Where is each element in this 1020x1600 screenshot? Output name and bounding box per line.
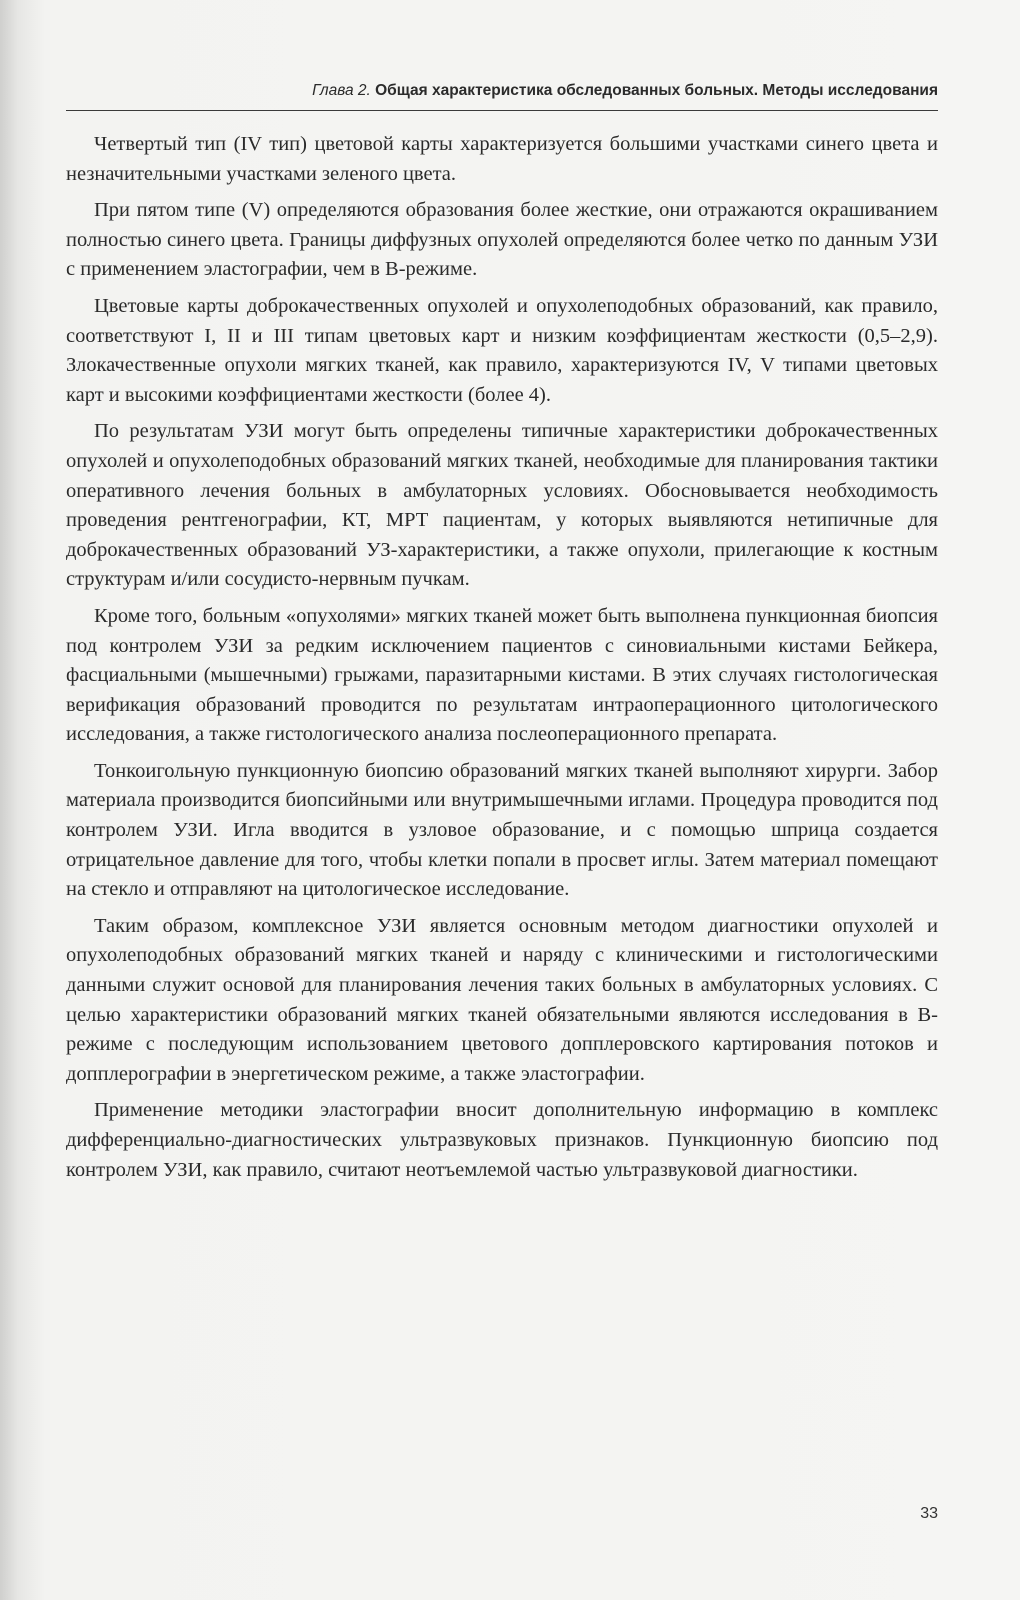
paragraph-7: Таким образом, комплексное УЗИ является основным методом диагностики опухолей и опухолеподобных образований мягких тканей и наряду с клиническими и гистологическими данными служит основой для планирования лечения таких больных в амбулаторных условиях. С целью характеристики образований мягких тканей обязательными являются исследования в В-режиме с последующим использованием цветового допплеровского картирования потоков и допплерографии в энергетическом режиме, а также эластографии. bbox=[66, 914, 938, 1085]
page-number: 33 bbox=[920, 1505, 938, 1522]
chapter-title: Общая характеристика обследованных больных. Методы исследования bbox=[375, 82, 938, 99]
paragraph-2: При пятом типе (V) определяются образования более жесткие, они отражаются окрашиванием полностью синего цвета. Границы диффузных опухолей определяются более четко по данным УЗИ с применением эластографии, чем в В-режиме. bbox=[66, 199, 938, 281]
paragraph-8: Применение методики эластографии вносит дополнительную информацию в комплекс дифференциально-диагностических ультразвуковых признаков. Пункционную биопсию под контролем УЗИ, как правило, считают неотъемлемой частью ультразвуковой диагностики. bbox=[66, 1099, 938, 1181]
paragraph-6: Тонкоигольную пункционную биопсию образований мягких тканей выполняют хирурги. Забор материала производится биопсийными или внутримышечными иглами. Процедура проводится под контролем УЗИ. Игла вводится в узловое образование, и с помощью шприца создается отрицательное давление для того, чтобы клетки попали в просвет иглы. Затем материал помещают на стекло и отправляют на цитологическое исследование. bbox=[66, 759, 938, 901]
chapter-label: Глава 2. bbox=[312, 82, 371, 99]
paragraph-1: Четвертый тип (IV тип) цветовой карты характеризуется большими участками синего цвета и незначительными участками зеленого цвета. bbox=[66, 133, 938, 185]
paragraph-3: Цветовые карты доброкачественных опухолей и опухолеподобных образований, как правило, соответствуют I, II и III типам цветовых карт и низким коэффициентам жесткости (0,5–2,9). Злокачественные опухоли мягких тканей, как правило, характеризуются IV, V типами цветовых карт и высокими коэффициентами жесткости (более 4). bbox=[66, 294, 938, 406]
paragraph-5: Кроме того, больным «опухолями» мягких тканей может быть выполнена пункционная биопсия под контролем УЗИ за редким исключением пациентов с синовиальными кистами Бейкера, фасциальными (мышечными) грыжами, паразитарными кистами. В этих случаях гистологическая верификация образований проводится по результатам интраоперационного цитологического исследования, а также гистологического анализа послеоперационного препарата. bbox=[66, 604, 938, 746]
body-text bbox=[66, 130, 938, 1192]
running-header bbox=[66, 80, 938, 111]
paragraph-4: По результатам УЗИ могут быть определены типичные характеристики доброкачественных опухолей и опухолеподобных образований мягких тканей, необходимые для планирования тактики оперативного лечения больных в амбулаторных условиях. Обосновывается необходимость проведения рентгенографии, КТ, МРТ пациентам, у которых выявляются нетипичные для доброкачественных образований УЗ-характеристики, а также опухоли, прилегающие к костным структурам и/или сосудисто-нервным пучкам. bbox=[66, 420, 938, 591]
